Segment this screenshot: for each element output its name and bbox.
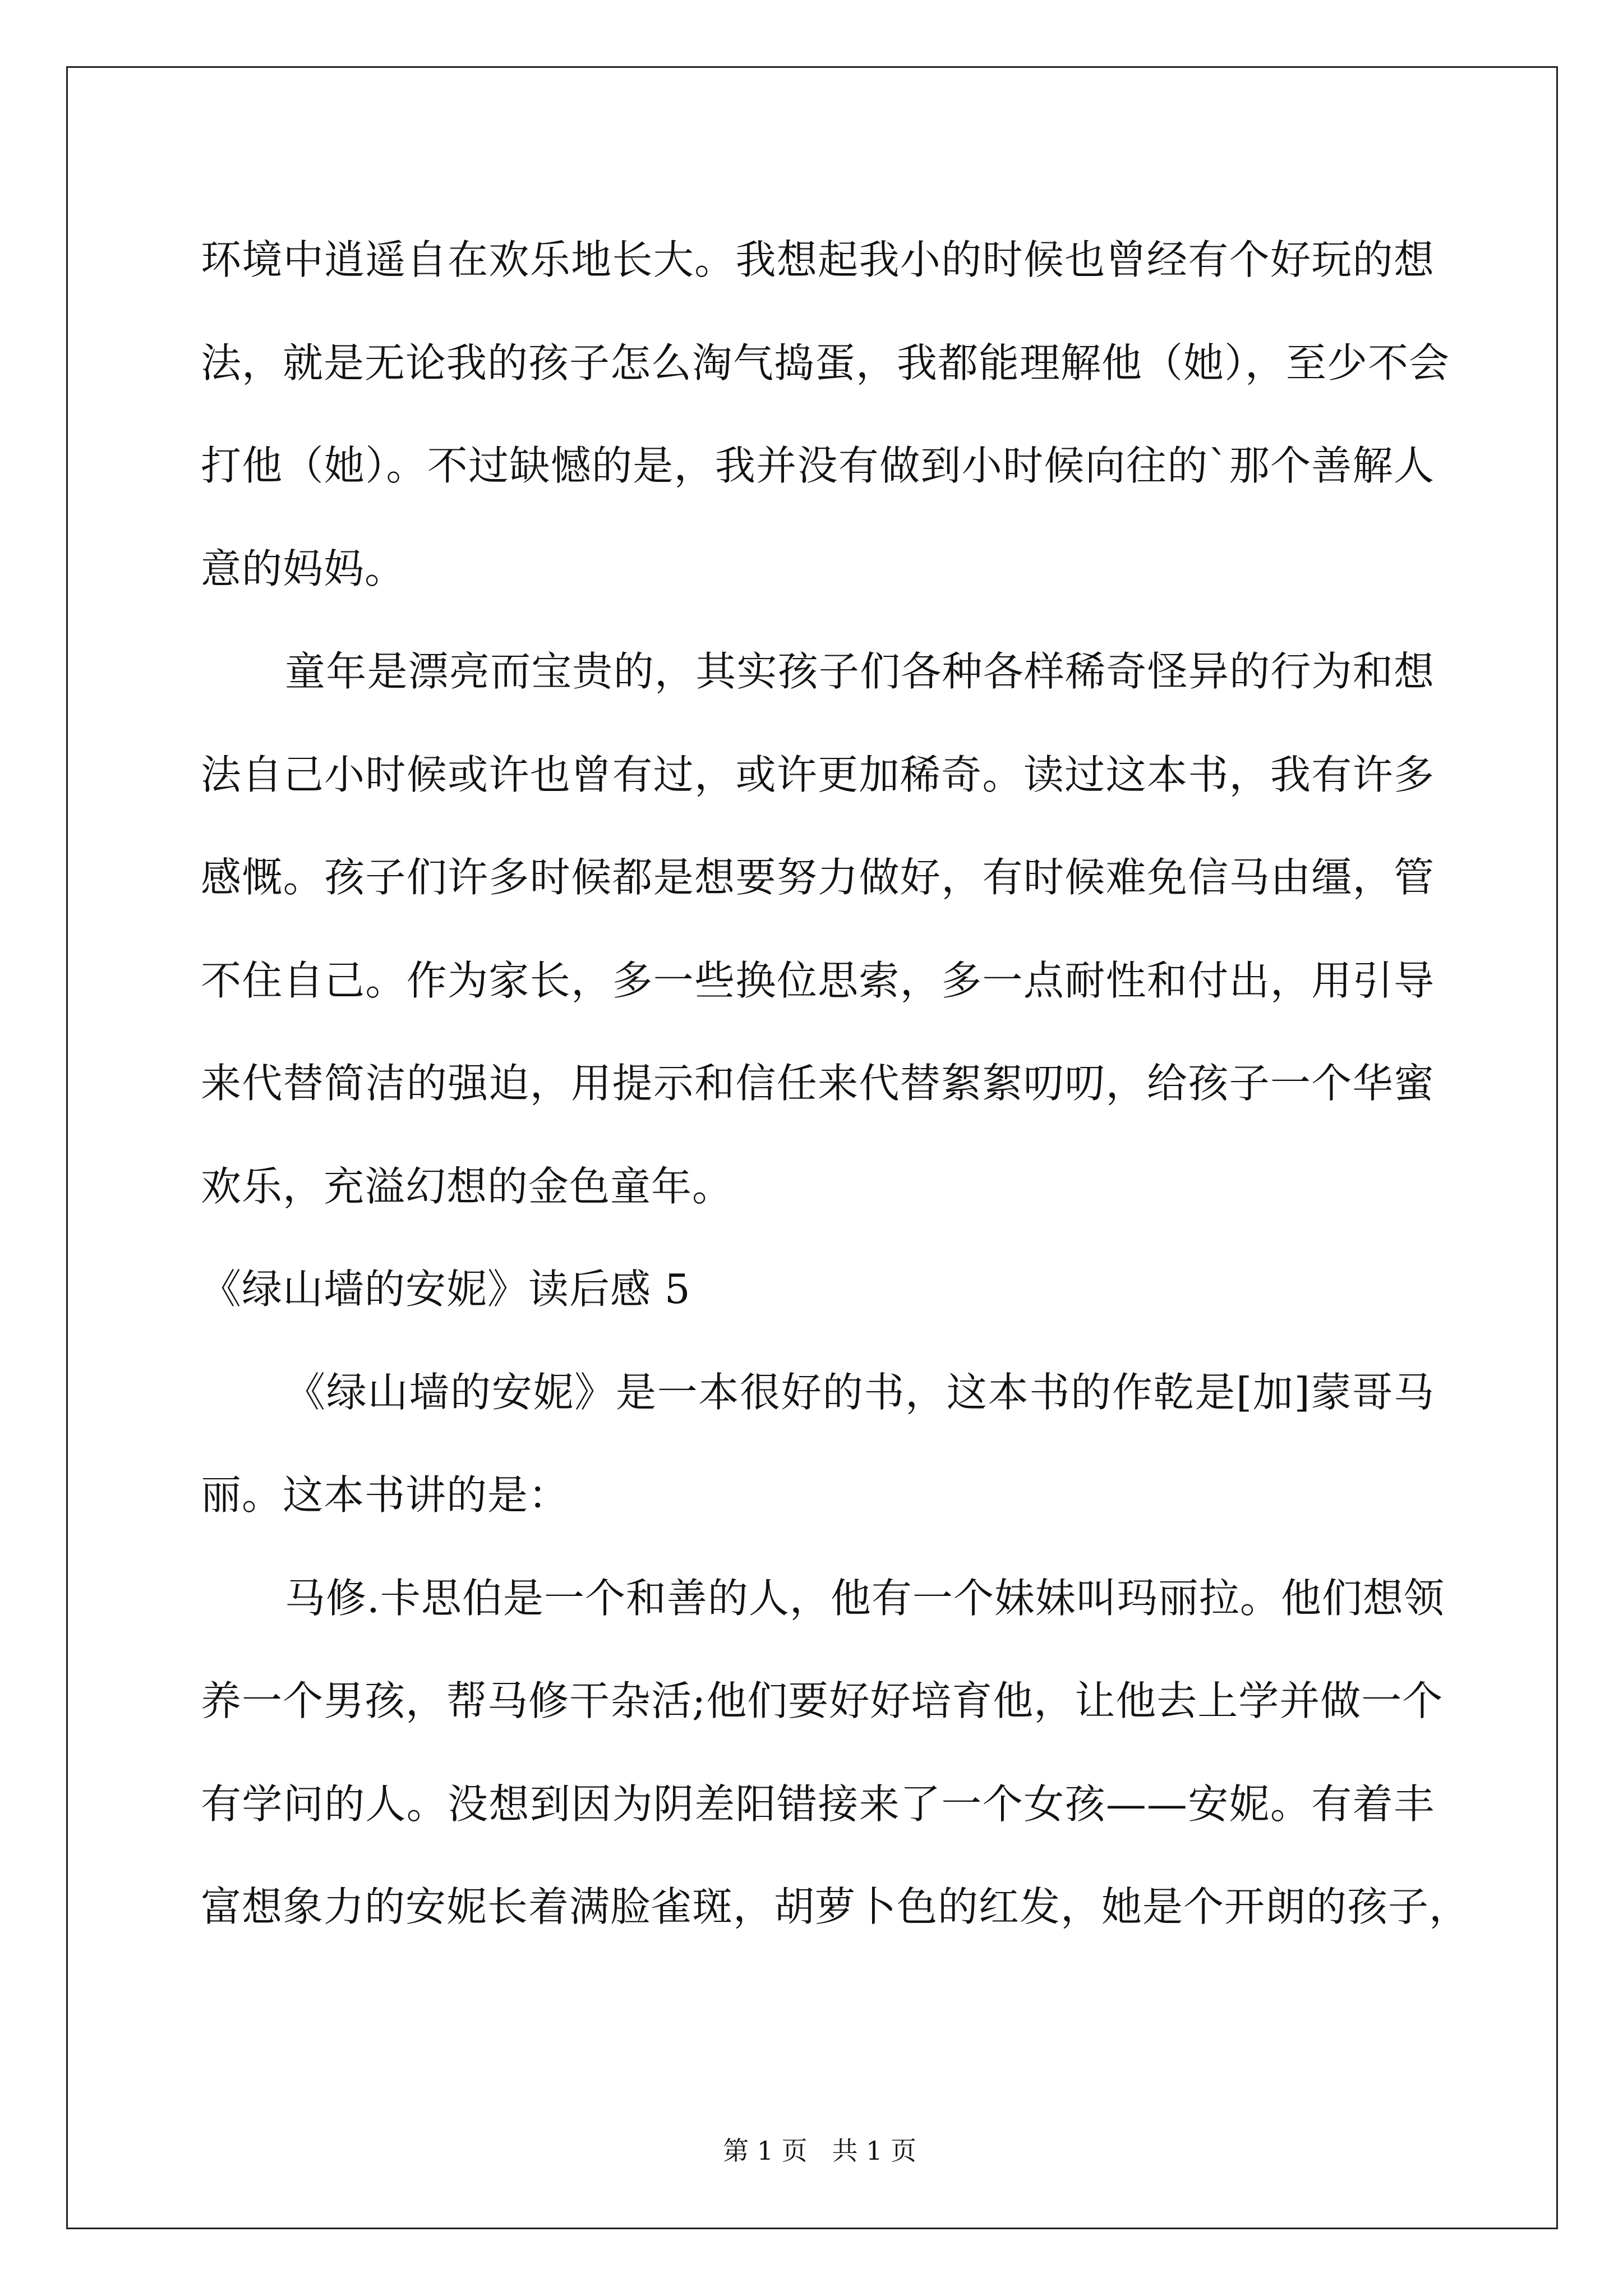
paragraph (201, 1547, 1470, 1959)
paragraph (201, 1341, 1435, 1547)
text-line: 富想象力的安妮长着满脸雀斑，胡萝卜色的红发，她是个开朗的孩子， (201, 1883, 1470, 1930)
text-line: 法，就是无论我的孩子怎么淘气捣蛋，我都能理解他（她），至少不会 (201, 339, 1450, 386)
document-body (201, 209, 1470, 1959)
text-line: 丽。这本书讲的是： (201, 1471, 570, 1519)
page-footer (0, 2100, 1623, 2168)
text-line: 环境中逍遥自在欢乐地长大。我想起我小的时候也曾经有个好玩的想 (201, 236, 1435, 283)
text-line: 感慨。孩子们许多时候都是想要努力做好，有时候难免信马由缰，管 (201, 854, 1435, 901)
text-line: 法自己小时候或许也曾有过，或许更加稀奇。读过这本书，我有许多 (201, 751, 1435, 798)
text-line: 欢乐，充溢幻想的金色童年。 (201, 1162, 734, 1210)
text-line: 有学问的人。没想到因为阴差阳错接来了一个女孩——安妮。有着丰 (201, 1780, 1435, 1828)
text-line: 《绿山墙的安妮》是一本很好的书，这本书的作乾是[加]蒙哥马 (285, 1368, 1435, 1416)
text-line: 不住自己。作为家长，多一些换位思索，多一点耐性和付出，用引导 (201, 956, 1435, 1004)
paragraph (201, 620, 1435, 1238)
text-line: 来代替简洁的强迫，用提示和信任来代替絮絮叨叨，给孩子一个华蜜 (201, 1060, 1435, 1107)
text-line: 马修.卡思伯是一个和善的人，他有一个妹妹叫玛丽拉。他们想领 (285, 1574, 1445, 1622)
paragraph (201, 209, 1450, 620)
text-line: 养一个男孩，帮马修干杂活;他们要好好培育他，让他去上学并做一个 (201, 1677, 1444, 1724)
text-line: 童年是漂亮而宝贵的，其实孩子们各种各样稀奇怪异的行为和想 (285, 648, 1435, 695)
page-indicator: 第 1 页 共 1 页 (723, 2136, 917, 2166)
section-heading: 《绿山墙的安妮》读后感 5 (201, 1266, 691, 1313)
text-line: 意的妈妈。 (201, 545, 406, 592)
text-line: 打他（她）。不过缺憾的是，我并没有做到小时候向往的`那个善解人 (201, 442, 1435, 489)
